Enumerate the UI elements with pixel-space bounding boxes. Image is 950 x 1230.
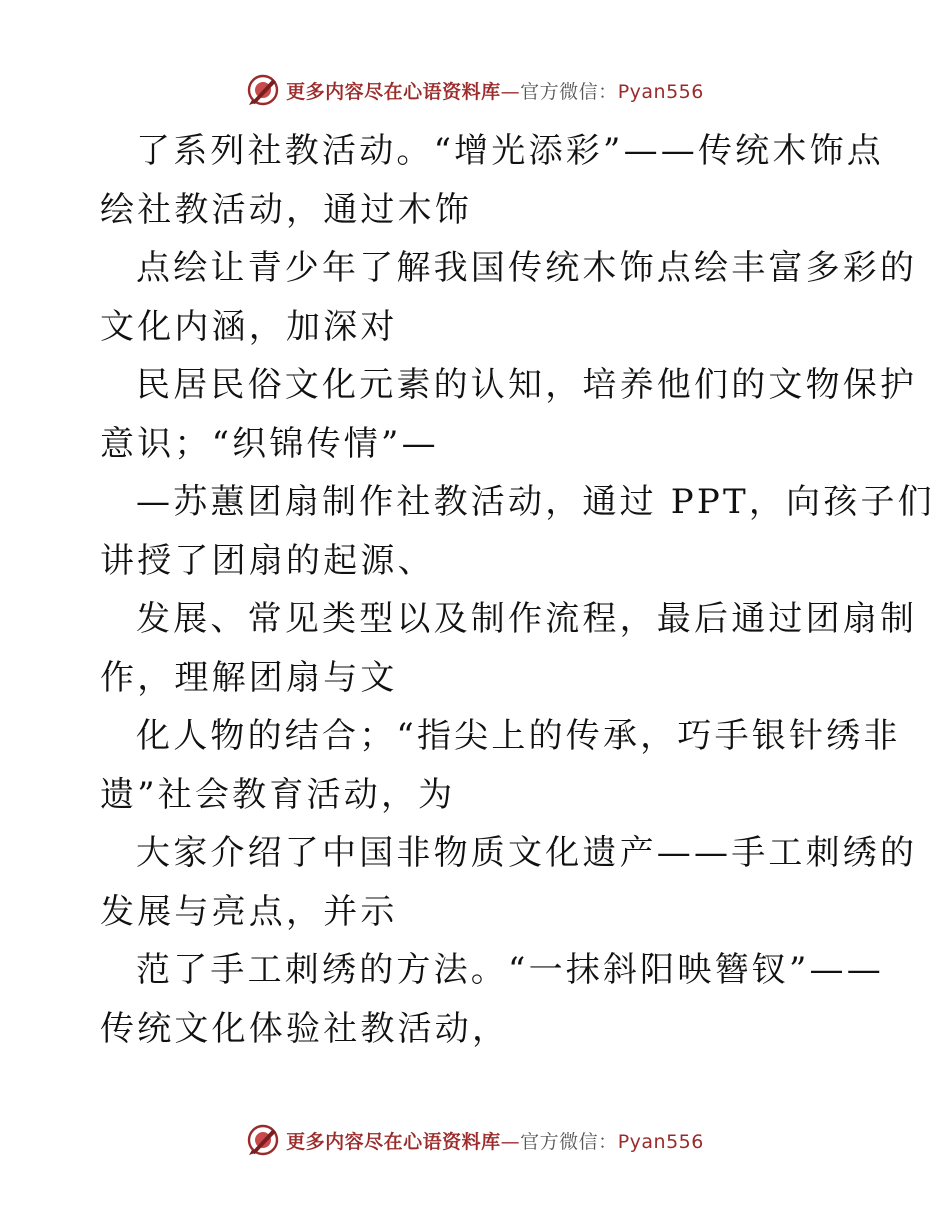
banner-text [286, 1127, 704, 1154]
text-line: 大家介绍了中国非物质文化遗产——手工刺绣的 [136, 833, 918, 873]
text-line: —苏蕙团扇制作社教活动，通过 PPT，向孩子们 [136, 482, 935, 522]
banner-separator: — [500, 1130, 521, 1153]
banner-wechat-handle: Pyan556 [617, 1130, 704, 1153]
banner-separator: — [500, 80, 521, 103]
text-line: 意识；“织锦传情”— [100, 423, 439, 464]
text-line: 发展与亮点，并示 [100, 891, 398, 932]
text-line: 化人物的结合；“指尖上的传承，巧手银针绣非 [136, 716, 901, 756]
banner-text [286, 77, 704, 104]
text-line: 作，理解团扇与文 [100, 657, 398, 698]
banner-wechat-handle: Pyan556 [617, 80, 704, 103]
text-line: 民居民俗文化元素的认知，培养他们的文物保护 [136, 365, 918, 405]
text-line: 范了手工刺绣的方法。“一抹斜阳映簪钗”—— [136, 950, 884, 990]
banner-wechat-label: 官方微信： [520, 80, 618, 103]
text-line: 了系列社教活动。“增光添彩”——传统木饰点 [136, 131, 884, 171]
pen-nib-logo-icon [246, 73, 280, 107]
banner-wechat-label: 官方微信： [520, 1130, 618, 1153]
header-banner [0, 70, 950, 110]
text-line: 遗”社会教育活动，为 [100, 774, 456, 815]
document-body [100, 122, 935, 1058]
text-line: 讲授了团扇的起源、 [100, 540, 435, 581]
banner-promo: 更多内容尽在心语资料库 [286, 80, 501, 103]
text-line: 点绘让青少年了解我国传统木饰点绘丰富多彩的 [136, 248, 918, 288]
text-line: 发展、常见类型以及制作流程，最后通过团扇制 [136, 599, 918, 639]
text-line: 绘社教活动，通过木饰 [100, 189, 472, 230]
pen-nib-logo-icon [246, 1123, 280, 1157]
text-line: 传统文化体验社教活动， [100, 1008, 510, 1049]
footer-banner [0, 1120, 950, 1160]
banner-promo: 更多内容尽在心语资料库 [286, 1130, 501, 1153]
text-line: 文化内涵，加深对 [100, 306, 398, 347]
